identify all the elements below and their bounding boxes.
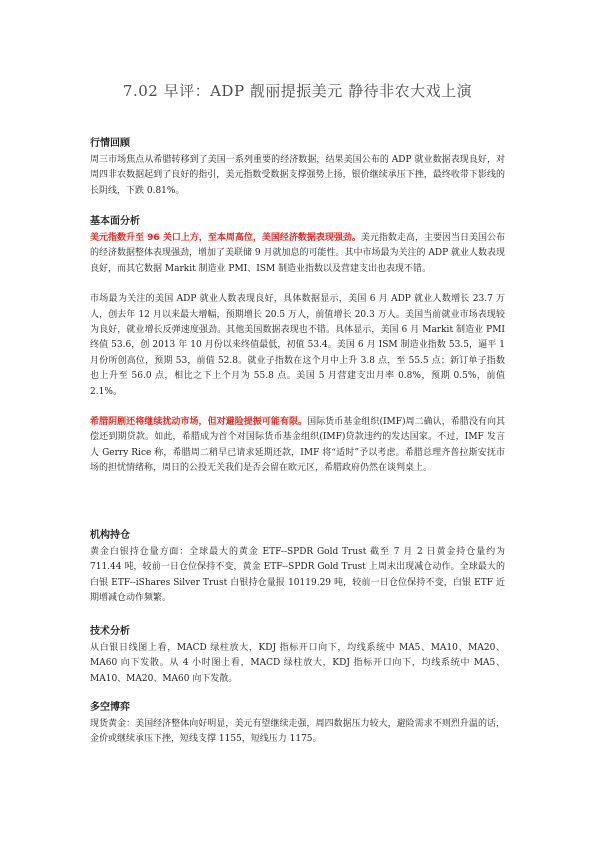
section-holdings	[90, 528, 505, 607]
section-fundamental	[90, 214, 505, 477]
section-paragraph: 市场最为关注的美国 ADP 就业人数表现良好，具体数据显示，美国 6 月 ADP 就业人数增长 23.7 万人，创去年 12 月以来最大增幅，预期增长 20.5 万人，前值增长 20.3 万人。美国当前就业市场表现较为良好，就业增长反弹速度强劲。其他美国数据表现也不错。具体显示，美国 6 月 Markit 制造业 PMI 终值 53.6，创 2013 年 10 月份以来终值最低，初值 53.4。美国 6 月 ISM 制造业指数 53.5，逼平 1 月份所创高位，预期 53，前值 52.8。就业子指数在这个月中上升 3.8 点，至 55.5 点；新订单子指数也上升至 56.0 点，相比之下上个月为 55.8 点。美国 5 月营建支出月率 0.8%，预期 0.5%，前值 2.1%。	[90, 294, 505, 397]
section-paragraph: 周三市场焦点从希腊转移到了美国一系列重要的经济数据，结果美国公布的 ADP 就业数据表现良好，对周四非农数据起到了良好的指引，美元指数受数据支撑强势上扬，银价继续承压下挫，最终收带下影线的长阴线，下跌 0.81%。	[90, 155, 505, 196]
highlight-text: 美元指数升至 96 关口上方，至本周高位，美国经济数据表现强劲。	[90, 233, 361, 243]
section-paragraph: 黄金白银持仓量方面：全球最大的黄金 ETF--SPDR Gold Trust 截至 7 月 2 日黄金持仓量约为 711.44 吨，较前一日仓位保持不变，黄金 ETF--SPDR Gold Trust 上周末出现减仓动作。全球最大的白银 ETF--iShares Silver Trust 白银持仓量报 10119.29 吨，较前一日仓位保持不变，白银 ETF 近期增减仓动作频繁。	[90, 547, 505, 604]
section-review	[90, 136, 505, 199]
section-heading: 基本面分析	[90, 216, 140, 227]
section-outlook	[90, 700, 505, 748]
section-paragraph	[90, 231, 505, 277]
section-heading: 技术分析	[90, 626, 130, 637]
highlight-text: 希腊阴剧还将继续扰动市场，但对避险提振可能有限。	[90, 417, 308, 428]
section-paragraph: 从白银日线图上看，MACD 绿柱放大，KDJ 指标开口向下，均线系统中 MA5、MA10、MA20、MA60 向下发散。从 4 小时图上看，MACD 绿柱放大，KDJ 指标开口向下，均线系统中 MA5、MA10、MA20、MA60 向下发散。	[90, 643, 505, 684]
section-heading: 机构持仓	[90, 530, 130, 541]
page-title: 7.02 早评：ADP 靓丽提振美元 静待非农大戏上演	[122, 82, 473, 100]
section-paragraph	[90, 415, 505, 477]
section-heading: 行情回顾	[90, 138, 130, 149]
paragraph-text: 美元指数走高，主要因当日美国公布的经济数据整体表现强劲，增加了美联储 9 月就加息的可能性。其中市场最为关注的 ADP 就业人数表现良好，而其它数据 Markit 制造业 PMI、ISM 制造业指数以及营建支出也表现不错。	[90, 233, 505, 274]
section-heading: 多空博弈	[90, 702, 130, 713]
section-technical	[90, 624, 505, 687]
section-paragraph: 现货黄金：美国经济整体向好明显，美元有望继续走强，周四数据压力较大，避险需求不则烈升温的话，金价或继续承压下挫，短线支撑 1155，短线压力 1175。	[90, 719, 505, 745]
paragraph-text: 国际货币基金组织(IMF)周二确认，希腊没有向其偿还到期贷款。如此，希腊成为首个对国际货币基金组织(IMF)贷款违约的发达国家。不过，IMF 发言人 Gerry Rice 称，希腊周二稍早已请求延期还款，IMF 将“适时”予以考虑。希腊总理齐普拉斯安抚市场的担忧情绪称，周日的公投无关我们是否会留在欧元区，希腊政府仍然在谈判桌上。	[90, 417, 505, 474]
